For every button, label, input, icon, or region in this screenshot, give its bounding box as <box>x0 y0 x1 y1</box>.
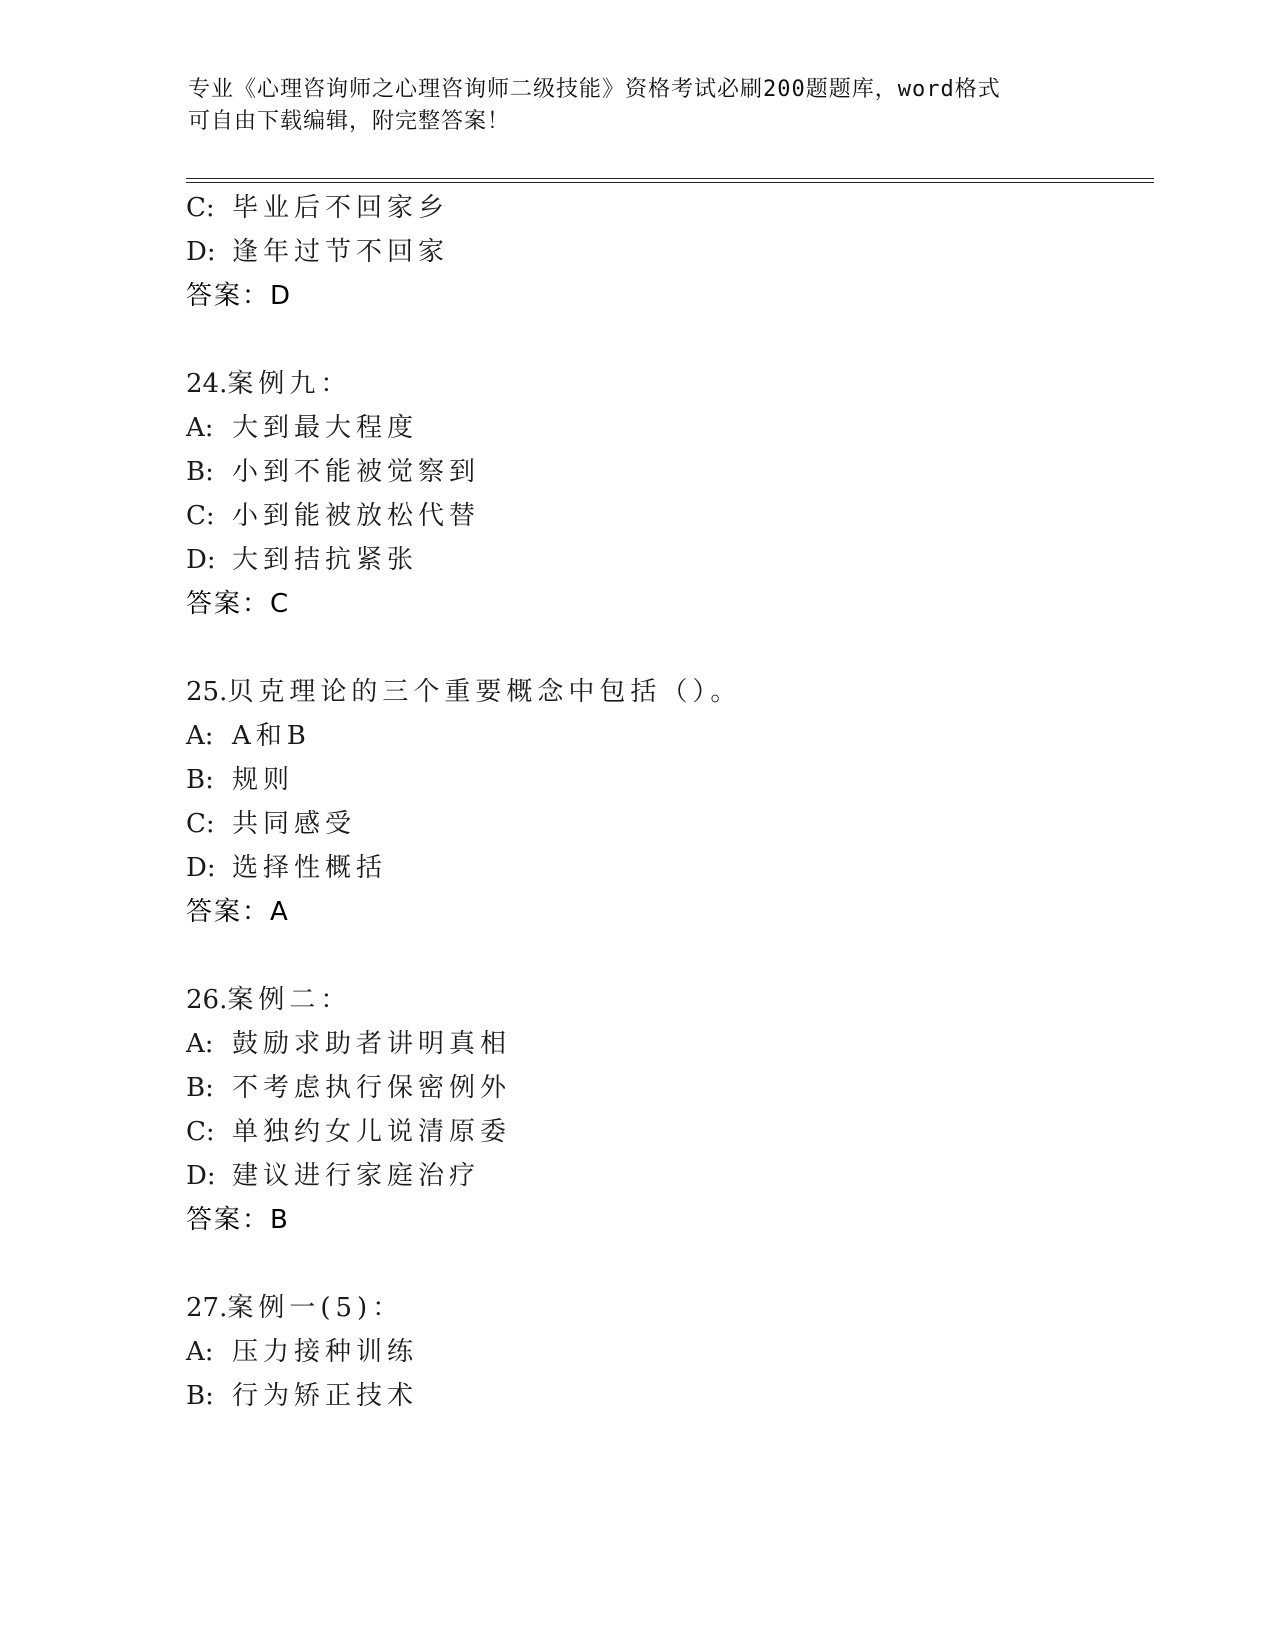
option-key: C: <box>186 1117 215 1147</box>
header-line-1: 专业《心理咨询师之心理咨询师二级技能》资格考试必刷200题题库，word格式 <box>188 77 1001 102</box>
option-text: 选择性概括 <box>232 853 388 883</box>
option-row <box>186 852 387 884</box>
header-divider-bottom <box>186 182 1154 183</box>
option-text: 共同感受 <box>232 809 357 839</box>
option-key: D: <box>186 853 216 883</box>
option-text: 大到最大程度 <box>232 413 419 443</box>
option-text: 行为矫正技术 <box>232 1381 419 1411</box>
answer-line: 答案：B <box>186 1205 290 1235</box>
option-text: 规则 <box>232 765 295 795</box>
question-stem <box>186 368 351 400</box>
option-row <box>186 412 418 444</box>
option-key: B: <box>186 1073 214 1103</box>
option-text: 单独约女儿说清原委 <box>232 1117 512 1147</box>
option-row <box>186 1116 511 1148</box>
question-number: 25. <box>186 677 228 707</box>
option-row <box>186 1072 511 1104</box>
document-header <box>188 74 1068 138</box>
option-row <box>186 1380 418 1412</box>
question-text: 案例一(5)： <box>227 1293 404 1323</box>
option-text: 压力接种训练 <box>232 1337 419 1367</box>
question-number: 26. <box>186 985 228 1015</box>
option-text: 毕业后不回家乡 <box>232 193 450 223</box>
option-row <box>186 236 449 268</box>
option-key: C: <box>186 193 215 223</box>
question-text: 案例九： <box>227 369 352 399</box>
option-row <box>186 544 418 576</box>
option-key: A: <box>186 413 214 443</box>
option-key: A: <box>186 1337 214 1367</box>
option-key: D: <box>186 237 216 267</box>
question-stem <box>186 984 351 1016</box>
header-divider-top <box>186 178 1154 179</box>
option-text: 逢年过节不回家 <box>232 237 450 267</box>
answer-line: 答案：D <box>186 281 293 311</box>
question-text: 案例二： <box>227 985 352 1015</box>
option-row <box>186 764 294 796</box>
option-key: C: <box>186 501 215 531</box>
option-key: D: <box>186 1161 216 1191</box>
option-row <box>186 1028 511 1060</box>
option-key: B: <box>186 765 214 795</box>
option-key: C: <box>186 809 215 839</box>
option-text: 建议进行家庭治疗 <box>232 1161 481 1191</box>
question-stem <box>186 1292 403 1324</box>
option-key: D: <box>186 545 216 575</box>
option-text: 小到能被放松代替 <box>232 501 481 531</box>
option-row <box>186 1336 418 1368</box>
option-text: 大到拮抗紧张 <box>232 545 419 575</box>
question-number: 24. <box>186 369 228 399</box>
option-row <box>186 456 480 488</box>
option-key: A: <box>186 721 214 751</box>
question-number: 27. <box>186 1293 228 1323</box>
answer-line: 答案：C <box>186 589 291 619</box>
option-text: 鼓励求助者讲明真相 <box>232 1029 512 1059</box>
option-row <box>186 500 480 532</box>
option-key: A: <box>186 1029 214 1059</box>
option-text: 不考虑执行保密例外 <box>232 1073 512 1103</box>
option-key: B: <box>186 1381 214 1411</box>
option-text: A和B <box>232 721 311 751</box>
question-stem <box>186 676 741 708</box>
question-text: 贝克理论的三个重要概念中包括（）。 <box>227 677 742 707</box>
option-row <box>186 808 356 840</box>
option-row <box>186 720 311 752</box>
answer-line: 答案：A <box>186 897 290 927</box>
option-row <box>186 1160 480 1192</box>
header-line-2: 可自由下载编辑，附完整答案！ <box>188 109 511 134</box>
option-text: 小到不能被觉察到 <box>232 457 481 487</box>
option-row <box>186 192 449 224</box>
option-key: B: <box>186 457 214 487</box>
